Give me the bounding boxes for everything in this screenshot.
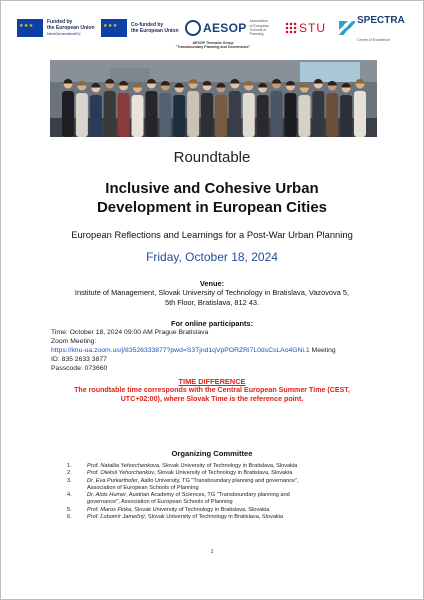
venue-heading: Venue: (199, 279, 225, 288)
member-name: Prof. Maros Finka (87, 506, 132, 513)
spectra-wordmark: SPECTRA (357, 15, 405, 26)
member-name: Prof. Oleksii Yehorchenkov (87, 470, 155, 477)
group-photo-icon (50, 60, 377, 137)
event-title (1, 179, 423, 217)
member-affiliation: , Austrian Academy of Sciences, TG "Transboundary planning and (126, 492, 290, 499)
member-number: 4. (67, 492, 72, 499)
committee-heading: Organizing Committee (171, 449, 253, 458)
person-silhouette (354, 91, 366, 137)
member-affiliation: , Slovak University of Technology in Bratislava, Slovakia (131, 506, 270, 513)
venue-address (61, 288, 363, 307)
member-affiliation: , Slovak University of Technology in Bratislava, Slovakia (154, 470, 293, 477)
stu-logo (285, 15, 326, 41)
person-silhouette (159, 93, 171, 137)
eu-funded-logo (17, 15, 95, 41)
person-silhouette (326, 93, 338, 137)
zoom-time: Time: October 18, 2024 09:00 AM Prague Bratislava (51, 329, 209, 336)
person-silhouette (257, 95, 269, 137)
time-difference-heading: TIME DIFFERENCE (178, 377, 246, 386)
event-subtitle: European Reflections and Learnings for a Post-War Urban Planning (71, 229, 353, 240)
online-heading: For online participants: (170, 319, 254, 328)
time-difference-line2: UTC+02:00), where Slovak Time is the reference point. (120, 395, 304, 404)
eu-cofunded-line1: Co-funded by (131, 22, 164, 28)
person-silhouette (243, 93, 255, 137)
eu-flag-icon (17, 19, 43, 37)
person-silhouette (76, 93, 88, 137)
aesop-assoc-3: Schools of (249, 28, 267, 32)
aesop-wordmark: AESOP (203, 21, 247, 35)
aesop-assoc-1: Association (249, 19, 268, 24)
person-silhouette (173, 95, 185, 137)
member-name: Dr. Eva Purkarthofer (87, 477, 138, 484)
zoom-passcode: Passcode: 073660 (51, 365, 108, 372)
committee-member (67, 507, 367, 514)
member-number: 3. (67, 477, 72, 484)
person-silhouette (312, 91, 324, 137)
committee-member (67, 514, 367, 521)
person-silhouette (271, 91, 283, 137)
member-name: Dr. Alois Humer (87, 492, 127, 499)
aesop-thematic-group (167, 41, 259, 50)
person-silhouette (187, 91, 199, 137)
committee-list (67, 463, 367, 521)
eu-flag-icon (101, 19, 127, 37)
committee-member (67, 463, 367, 470)
spectra-wing-icon (339, 21, 355, 35)
person-silhouette (132, 95, 144, 137)
stu-dots-icon (285, 22, 297, 34)
spectra-logo (339, 15, 405, 41)
zoom-label: Zoom Meeting: (51, 338, 97, 345)
eu-funded-line2: the European Union (47, 25, 95, 31)
aesop-assoc-4: Planning (249, 32, 264, 37)
aesop-tg-line2: "Transboundary Planning and Governance" (175, 45, 251, 50)
logo-bar (17, 15, 413, 50)
person-silhouette (62, 91, 74, 137)
eu-cofunded-logo (101, 15, 179, 41)
person-silhouette (201, 93, 213, 137)
member-affiliation: , Aalto University, TG "Transboundary planning and governance", (137, 477, 299, 484)
aesop-logo (185, 15, 284, 41)
group-photo (50, 60, 377, 137)
eu-cofunded-line2: the European Union (131, 28, 179, 34)
time-difference-line1: The roundtable time corresponds with the Central European Summer Time (CEST, (74, 386, 350, 394)
page-number: 1 (210, 549, 214, 555)
venue-line2: 5th Floor, Bratislava, 812 43. (164, 297, 260, 307)
zoom-meeting-word: Meeting (309, 347, 336, 354)
member-affiliation-cont: Association of European Schools of Planning (87, 484, 199, 491)
member-number: 2. (67, 470, 72, 477)
committee-member (67, 492, 367, 507)
member-number: 6. (67, 514, 72, 521)
person-silhouette (229, 91, 241, 137)
time-difference-text (49, 386, 375, 405)
stu-wordmark: STU (299, 21, 326, 35)
eu-funded-sub: NextGenerationEU (47, 31, 81, 36)
event-title-line1: Inclusive and Cohesive Urban (105, 180, 319, 197)
person-silhouette (90, 95, 102, 137)
person-silhouette (104, 91, 116, 137)
person-silhouette (215, 95, 227, 137)
zoom-meeting-id: ID: 835 2633 3877 (51, 356, 107, 363)
event-title-line2: Development in European Cities (96, 199, 328, 216)
person-silhouette (145, 91, 157, 137)
spectra-sub: Centre of Excellence (357, 38, 391, 42)
event-date: Friday, October 18, 2024 (146, 250, 278, 264)
aesop-tg-line1: AESOP Thematic Group (192, 41, 234, 45)
member-affiliation: , Slovak University of Technology in Bratislava, Slovakia (159, 463, 298, 469)
person-silhouette (340, 95, 352, 137)
eu-funded-line1: Funded by (47, 19, 73, 25)
member-name: Prof. Ľubomír Jamečný (87, 514, 145, 521)
aesop-circle-icon (185, 20, 201, 36)
zoom-link[interactable]: https://knu-ua.zoom.us/j/83526333877?pwd=S3Tjnd1qVpPORZRi7L0dsCsLAo4GNi.1 (51, 347, 310, 354)
venue-line1: Institute of Management, Slovak University of Technology in Bratislava, Vazovova 5, (74, 288, 350, 297)
person-silhouette (118, 93, 130, 137)
aesop-assoc-2: of European (249, 23, 270, 28)
person-silhouette (298, 95, 310, 137)
person-silhouette (284, 93, 296, 137)
member-affiliation-cont: governance", Association of European Schools of Planning (87, 499, 233, 506)
member-number: 1. (67, 463, 72, 469)
event-kicker: Roundtable (173, 149, 251, 166)
committee-member (67, 478, 367, 493)
member-number: 5. (67, 506, 72, 513)
member-name: Prof. Nataliia Yehorchenkova (87, 463, 160, 469)
zoom-details (51, 328, 371, 373)
member-affiliation: , Slovak University of Technology in Bratislava, Slovakia (144, 514, 284, 521)
committee-member (67, 470, 367, 477)
